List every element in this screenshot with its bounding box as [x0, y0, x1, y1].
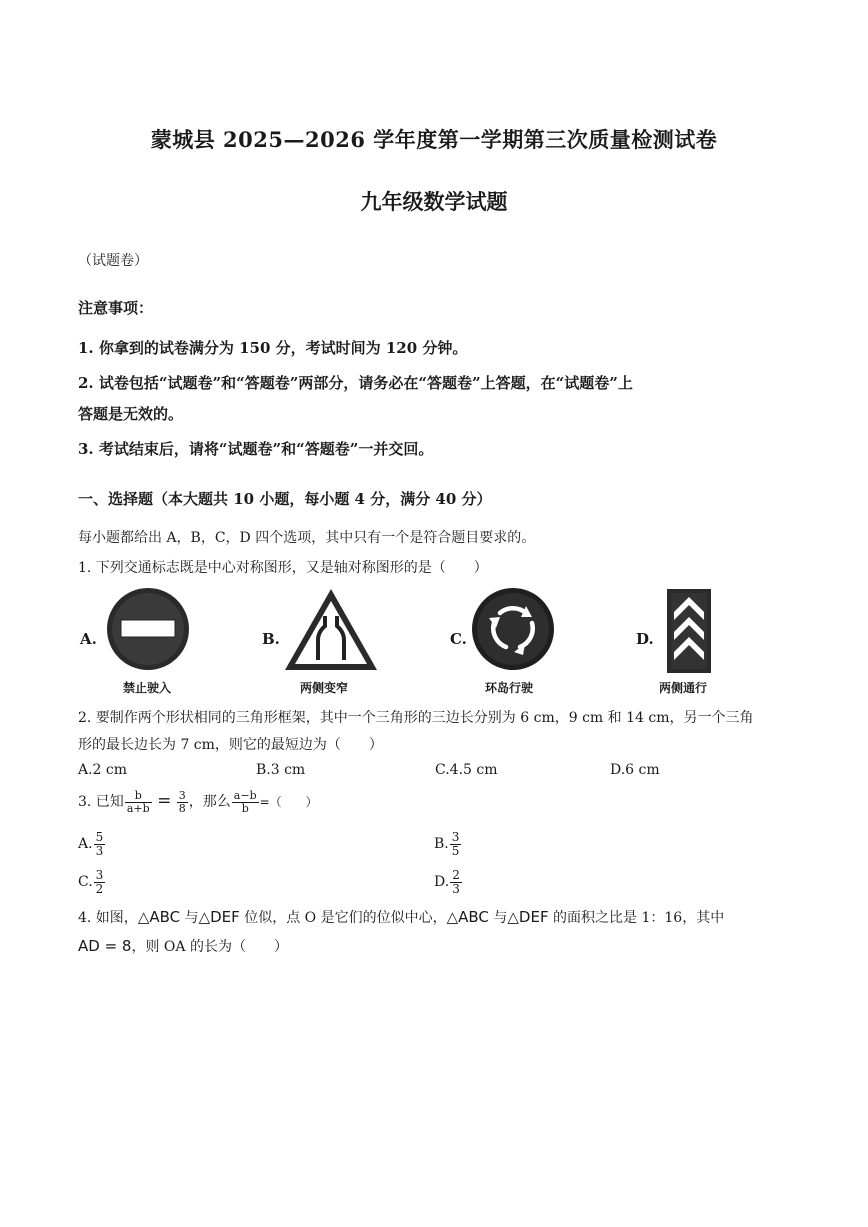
q3-option-d-numerator: 2 — [452, 867, 460, 882]
question-2-stem-cont: 形的最长边长为 7 cm，则它的最短边为（ ） — [78, 737, 383, 753]
q3-ask-denominator: b — [241, 801, 249, 815]
q3-given-denominator: a+b — [126, 801, 150, 815]
question-1-stem: 1. 下列交通标志既是中心对称图形，又是轴对称图形的是（ ） — [78, 560, 488, 576]
q4-triangle-def: △DEF — [198, 908, 240, 926]
notice-item-2-cont: 答题是无效的。 — [78, 405, 184, 423]
exam-subtitle: 九年级数学试题 — [360, 189, 508, 214]
q3-option-a-fraction — [94, 831, 106, 858]
q3-option-a-letter: A. — [78, 836, 93, 852]
q3-option-c-denominator: 2 — [95, 881, 104, 896]
q4-text-c: 位似，点 O 是它们的位似中心， — [239, 910, 447, 926]
q3-option-b-numerator: 3 — [451, 829, 460, 844]
q3-given-value-denominator: 8 — [178, 801, 186, 815]
q3-given-value — [177, 790, 188, 815]
section-instruction: 每小题都给出 A，B，C，D 四个选项，其中只有一个是符合题目要求的。 — [78, 530, 536, 546]
q2-option-d: D.6 cm — [610, 762, 660, 778]
q3-given-numerator: b — [125, 790, 152, 803]
q1-option-d-caption: 两侧通行 — [659, 681, 708, 695]
q2-option-a: A.2 cm — [78, 762, 128, 778]
q1-option-c-letter: C. — [450, 630, 467, 648]
q4-triangle-abc-2: △ABC — [446, 908, 489, 926]
notice-item-1: 1. 你拿到的试卷满分为 150 分，考试时间为 120 分钟。 — [78, 339, 468, 357]
question-2-stem: 2. 要制作两个形状相同的三角形框架，其中一个三角形的三边长分别为 6 cm，9 cm 和 14 cm，另一个三角 — [78, 710, 754, 726]
q3-option-b-fraction — [450, 831, 462, 858]
q3-ask-fraction — [232, 790, 259, 815]
q4-text-d: 与 — [488, 910, 508, 926]
road-narrows-sign-icon — [282, 586, 380, 674]
q2-option-b: B.3 cm — [256, 762, 306, 778]
notice-item-2: 2. 试卷包括“试题卷”和“答题卷”两部分，请务必在“答题卷”上答题，在“试题卷”上 — [78, 374, 633, 392]
q1-option-a-caption: 禁止驶入 — [123, 681, 172, 695]
q2-option-c: C.4.5 cm — [435, 762, 498, 778]
paper-tag: （试题卷） — [78, 253, 148, 269]
question-3-stem — [78, 788, 318, 815]
q3-option-b-denominator: 5 — [451, 843, 460, 858]
q1-option-a-letter: A. — [80, 630, 97, 648]
pass-either-side-sign-icon — [666, 588, 712, 674]
q3-given-value-numerator: 3 — [178, 788, 186, 802]
q4-triangle-abc: △ABC — [137, 908, 181, 926]
q3-option-d-denominator: 3 — [452, 881, 460, 896]
q3-option-a — [78, 829, 106, 859]
q3-given-fraction — [125, 790, 152, 815]
q4-text-a: 4. 如图， — [78, 910, 138, 926]
q3-option-c-letter: C. — [78, 874, 93, 890]
q3-suffix: =（ ） — [259, 795, 318, 809]
q3-option-c — [78, 867, 106, 897]
q1-option-b-caption: 两侧变窄 — [300, 681, 349, 695]
q3-option-c-numerator: 3 — [95, 867, 104, 882]
notice-heading: 注意事项： — [78, 299, 154, 317]
q1-option-c-caption: 环岛行驶 — [485, 681, 534, 695]
q4-ask-text: ，则 OA 的长为（ ） — [131, 939, 288, 955]
q3-option-a-denominator: 3 — [95, 843, 104, 858]
q3-prefix: 3. 已知 — [78, 794, 124, 810]
q3-equals: = — [157, 791, 172, 811]
q1-option-d-letter: D. — [636, 630, 654, 648]
q3-option-b — [434, 829, 462, 859]
q3-option-d — [434, 867, 463, 897]
q4-text-b: 与 — [180, 910, 199, 926]
q4-text-e: 的面积之比是 1：16，其中 — [548, 910, 725, 926]
question-4-stem — [78, 907, 724, 927]
exam-title: 蒙城县 2025—2026 学年度第一学期第三次质量检测试卷 — [150, 127, 718, 152]
roundabout-sign-icon — [470, 586, 556, 672]
q3-mid: ，那么 — [188, 794, 231, 810]
notice-item-3: 3. 考试结束后，请将“试题卷”和“答题卷”一并交回。 — [78, 440, 434, 458]
section-heading: 一、选择题（本大题共 10 小题，每小题 4 分，满分 40 分） — [78, 490, 492, 508]
q3-option-c-fraction — [94, 869, 106, 896]
q3-option-a-numerator: 5 — [95, 829, 104, 844]
q4-given-ad: AD = 8 — [78, 937, 132, 955]
no-entry-sign-icon — [105, 586, 191, 672]
q3-option-b-letter: B. — [434, 836, 449, 852]
question-4-stem-cont — [78, 936, 288, 956]
q3-ask-numerator: a−b — [233, 788, 257, 802]
q3-option-d-letter: D. — [434, 874, 450, 890]
q3-option-d-fraction — [450, 869, 462, 896]
q1-option-b-letter: B. — [262, 630, 280, 648]
q4-triangle-def-2: △DEF — [507, 908, 549, 926]
